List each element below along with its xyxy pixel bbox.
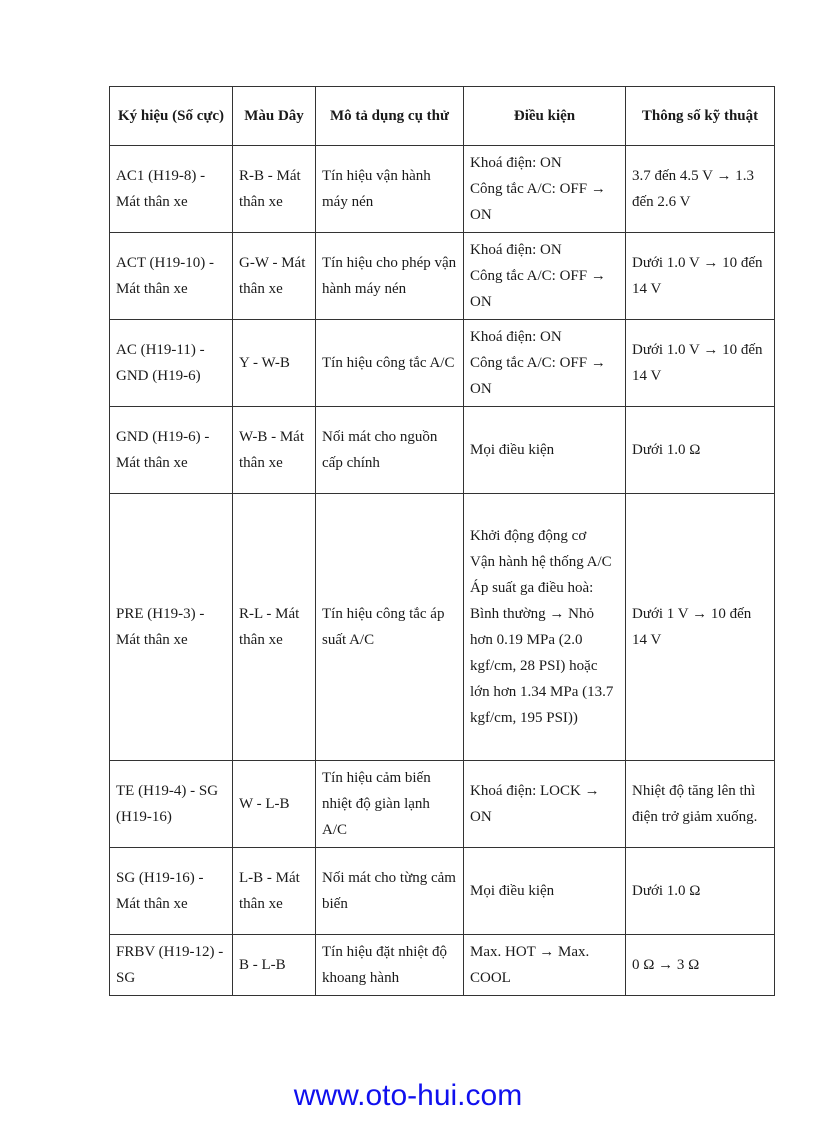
cell-description: Tín hiệu công tắc A/C: [316, 320, 464, 407]
cell-wire-color: G-W - Mát thân xe: [233, 233, 316, 320]
cell-description: Tín hiệu đặt nhiệt độ khoang hành: [316, 935, 464, 996]
header-terminal: Ký hiệu (Số cực): [110, 87, 233, 146]
cell-specification: Dưới 1.0 V → 10 đến 14 V: [626, 320, 775, 407]
table-row: [110, 407, 775, 494]
table-row: [110, 761, 775, 848]
table-row: [110, 494, 775, 761]
cell-condition: Khoá điện: LOCK → ON: [464, 761, 626, 848]
cell-specification: 0 Ω → 3 Ω: [626, 935, 775, 996]
cell-condition: Mọi điều kiện: [464, 848, 626, 935]
cell-wire-color: L-B - Mát thân xe: [233, 848, 316, 935]
footer-website-link[interactable]: www.oto-hui.com: [293, 1079, 523, 1112]
cell-specification: 3.7 đến 4.5 V → 1.3 đến 2.6 V: [626, 146, 775, 233]
table-row: [110, 935, 775, 996]
cell-wire-color: R-B - Mát thân xe: [233, 146, 316, 233]
cell-condition: Khoá điện: ON Công tắc A/C: OFF → ON: [464, 320, 626, 407]
cell-specification: Dưới 1.0 V → 10 đến 14 V: [626, 233, 775, 320]
cell-wire-color: R-L - Mát thân xe: [233, 494, 316, 761]
cell-specification: Dưới 1.0 Ω: [626, 848, 775, 935]
cell-wire-color: Y - W-B: [233, 320, 316, 407]
cell-terminal: AC1 (H19-8) - Mát thân xe: [110, 146, 233, 233]
cell-condition: Khoá điện: ON Công tắc A/C: OFF → ON: [464, 146, 626, 233]
cell-specification: Dưới 1 V → 10 đến 14 V: [626, 494, 775, 761]
cell-wire-color: W-B - Mát thân xe: [233, 407, 316, 494]
cell-description: Tín hiệu cảm biến nhiệt độ giàn lạnh A/C: [316, 761, 464, 848]
header-wire-color: Màu Dây: [233, 87, 316, 146]
cell-terminal: AC (H19-11) - GND (H19-6): [110, 320, 233, 407]
cell-condition: Max. HOT → Max. COOL: [464, 935, 626, 996]
cell-condition: Mọi điều kiện: [464, 407, 626, 494]
cell-description: Tín hiệu công tắc áp suất A/C: [316, 494, 464, 761]
table-row: [110, 146, 775, 233]
cell-terminal: GND (H19-6) - Mát thân xe: [110, 407, 233, 494]
spec-table: [109, 86, 775, 996]
cell-wire-color: B - L-B: [233, 935, 316, 996]
cell-wire-color: W - L-B: [233, 761, 316, 848]
cell-terminal: PRE (H19-3) - Mát thân xe: [110, 494, 233, 761]
table-row: [110, 848, 775, 935]
cell-condition: Khởi động động cơ Vận hành hệ thống A/C Áp suất ga điều hoà: Bình thường → Nhỏ hơn 0.19 MPa (2.0 kgf/cm, 28 PSI) hoặc lớn hơn 1.34 MPa (13.7 kgf/cm, 195 PSI)): [464, 494, 626, 761]
cell-condition: Khoá điện: ON Công tắc A/C: OFF → ON: [464, 233, 626, 320]
header-tester-description: Mô tả dụng cụ thử: [316, 87, 464, 146]
cell-specification: Nhiệt độ tăng lên thì điện trở giảm xuống.: [626, 761, 775, 848]
table-row: [110, 320, 775, 407]
cell-terminal: ACT (H19-10) - Mát thân xe: [110, 233, 233, 320]
header-specification: Thông số kỹ thuật: [626, 87, 775, 146]
table-header-row: [110, 87, 775, 146]
cell-specification: Dưới 1.0 Ω: [626, 407, 775, 494]
cell-description: Tín hiệu cho phép vận hành máy nén: [316, 233, 464, 320]
cell-terminal: SG (H19-16) - Mát thân xe: [110, 848, 233, 935]
cell-terminal: TE (H19-4) - SG (H19-16): [110, 761, 233, 848]
table-row: [110, 233, 775, 320]
cell-terminal: FRBV (H19-12) - SG: [110, 935, 233, 996]
cell-description: Nối mát cho nguồn cấp chính: [316, 407, 464, 494]
cell-description: Tín hiệu vận hành máy nén: [316, 146, 464, 233]
cell-description: Nối mát cho từng cảm biến: [316, 848, 464, 935]
header-condition: Điều kiện: [464, 87, 626, 146]
